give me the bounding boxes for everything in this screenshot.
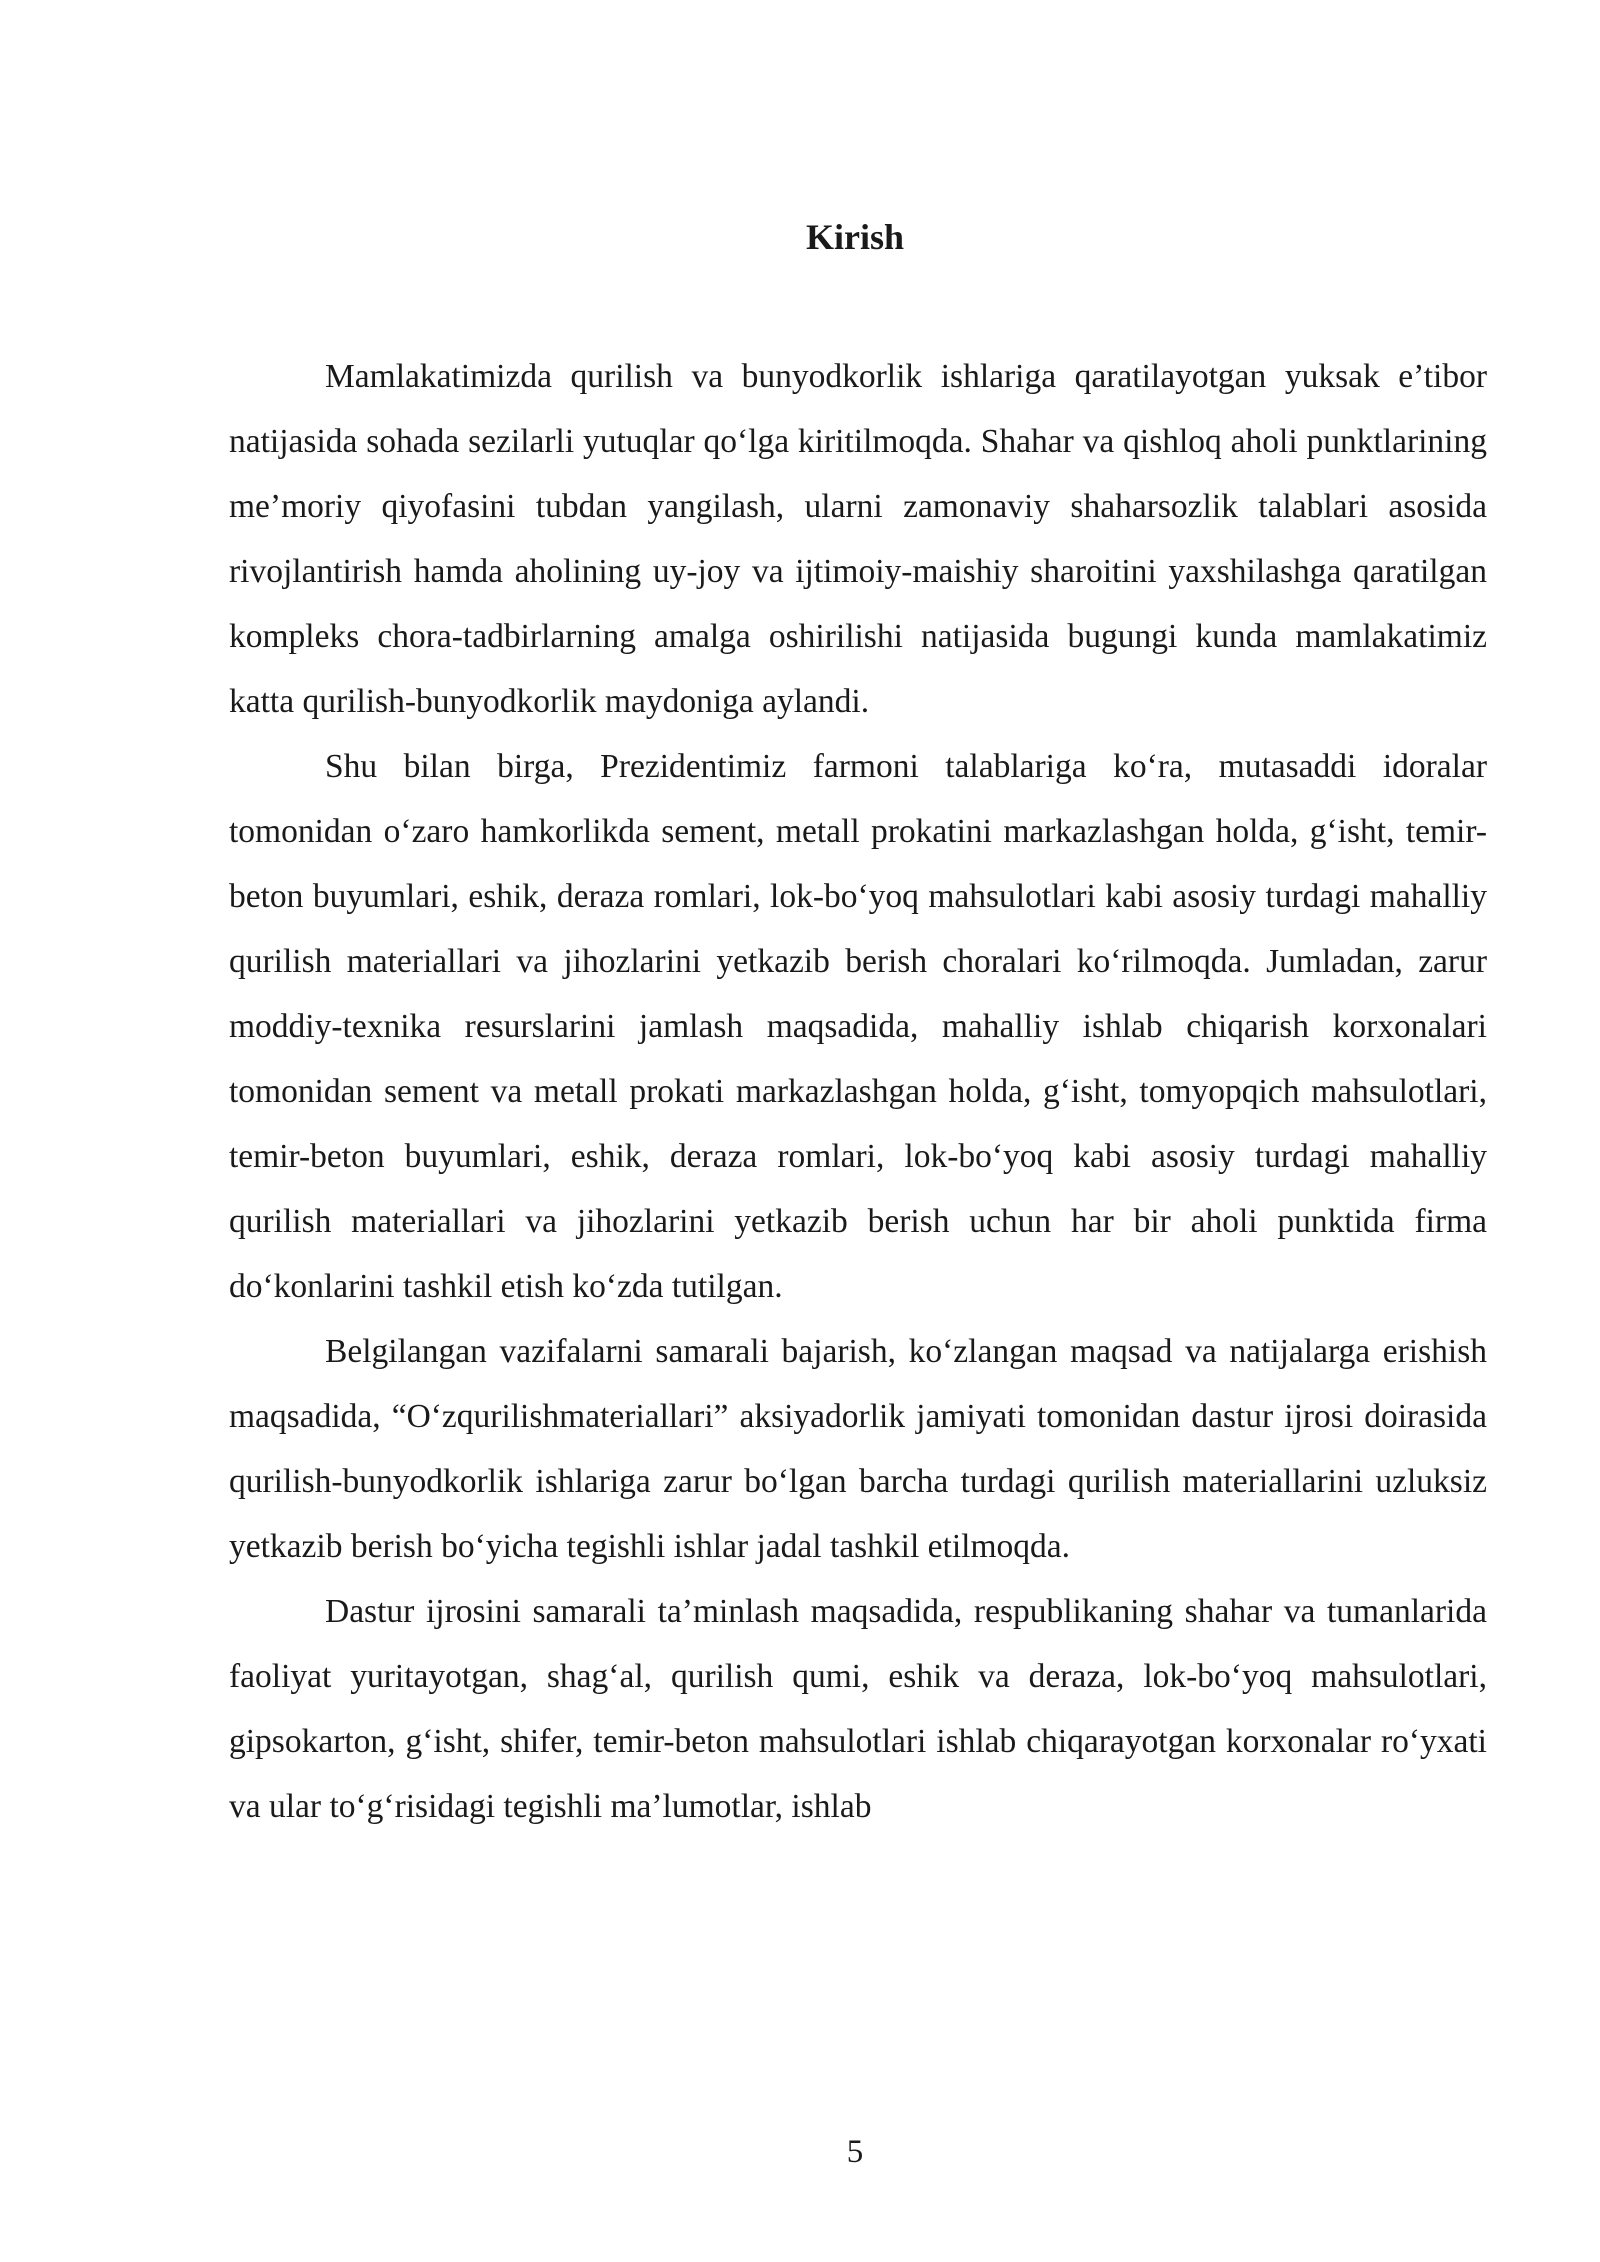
paragraph-1: Mamlakatimizda qurilish va bunyodkorlik ishlariga qaratilayotgan yuksak e’tibor natijasida sohada sezilarli yutuqlar qo‘lga kiritilmoqda. Shahar va qishloq aholi punktlarining me’moriy qiyofasini tubdan yangilash, ularni zamonaviy shaharsozlik talablari asosida rivojlantirish hamda aholining uy-joy va ijtimoiy-maishiy sharoitini yaxshilashga qaratilgan kompleks chora-tadbirlarning amalga oshirilishi natijasida bugungi kunda mamlakatimiz katta qurilish-bunyodkorlik maydoniga aylandi. [229, 358, 1487, 720]
paragraph-4: Dastur ijrosini samarali ta’minlash maqsadida, respublikaning shahar va tumanlarida faoliyat yuritayotgan, shag‘al, qurilish qumi, eshik va deraza, lok-bo‘yoq mahsulotlari, gipsokarton, g‘isht, shifer, temir-beton mahsulotlari ishlab chiqarayotgan korxonalar ro‘yxati va ular to‘g‘risidagi tegishli ma’lumotlar, ishlab [229, 1593, 1487, 1825]
paragraph-3: Belgilangan vazifalarni samarali bajarish, ko‘zlangan maqsad va natijalarga erishish maqsadida, “O‘zqurilishmateriallari” aksiyadorlik jamiyati tomonidan dastur ijrosi doirasida qurilish-bunyodkorlik ishlariga zarur bo‘lgan barcha turdagi qurilish materiallarini uzluksiz yetkazib berish bo‘yicha tegishli ishlar jadal tashkil etilmoqda. [229, 1333, 1487, 1565]
paragraph-2: Shu bilan birga, Prezidentimiz farmoni talablariga ko‘ra, mutasaddi idoralar tomonidan o‘zaro hamkorlikda sement, metall prokatini markazlashgan holda, g‘isht, temir-beton buyumlari, eshik, deraza romlari, lok-bo‘yoq mahsulotlari kabi asosiy turdagi mahalliy qurilish materiallari va jihozlarini yetkazib berish choralari ko‘rilmoqda. Jumladan, zarur moddiy-texnika resurslarini jamlash maqsadida, mahalliy ishlab chiqarish korxonalari tomonidan sement va metall prokati markazlashgan holda, g‘isht, tomyopqich mahsulotlari, temir-beton buyumlari, eshik, deraza romlari, lok-bo‘yoq kabi asosiy turdagi mahalliy qurilish materiallari va jihozlarini yetkazib berish uchun har bir aholi punktida firma do‘konlarini tashkil etish ko‘zda tutilgan. [229, 748, 1487, 1305]
section-title: Kirish [805, 217, 904, 257]
page-number: 5 [846, 2134, 864, 2170]
body-text [229, 344, 1487, 1839]
